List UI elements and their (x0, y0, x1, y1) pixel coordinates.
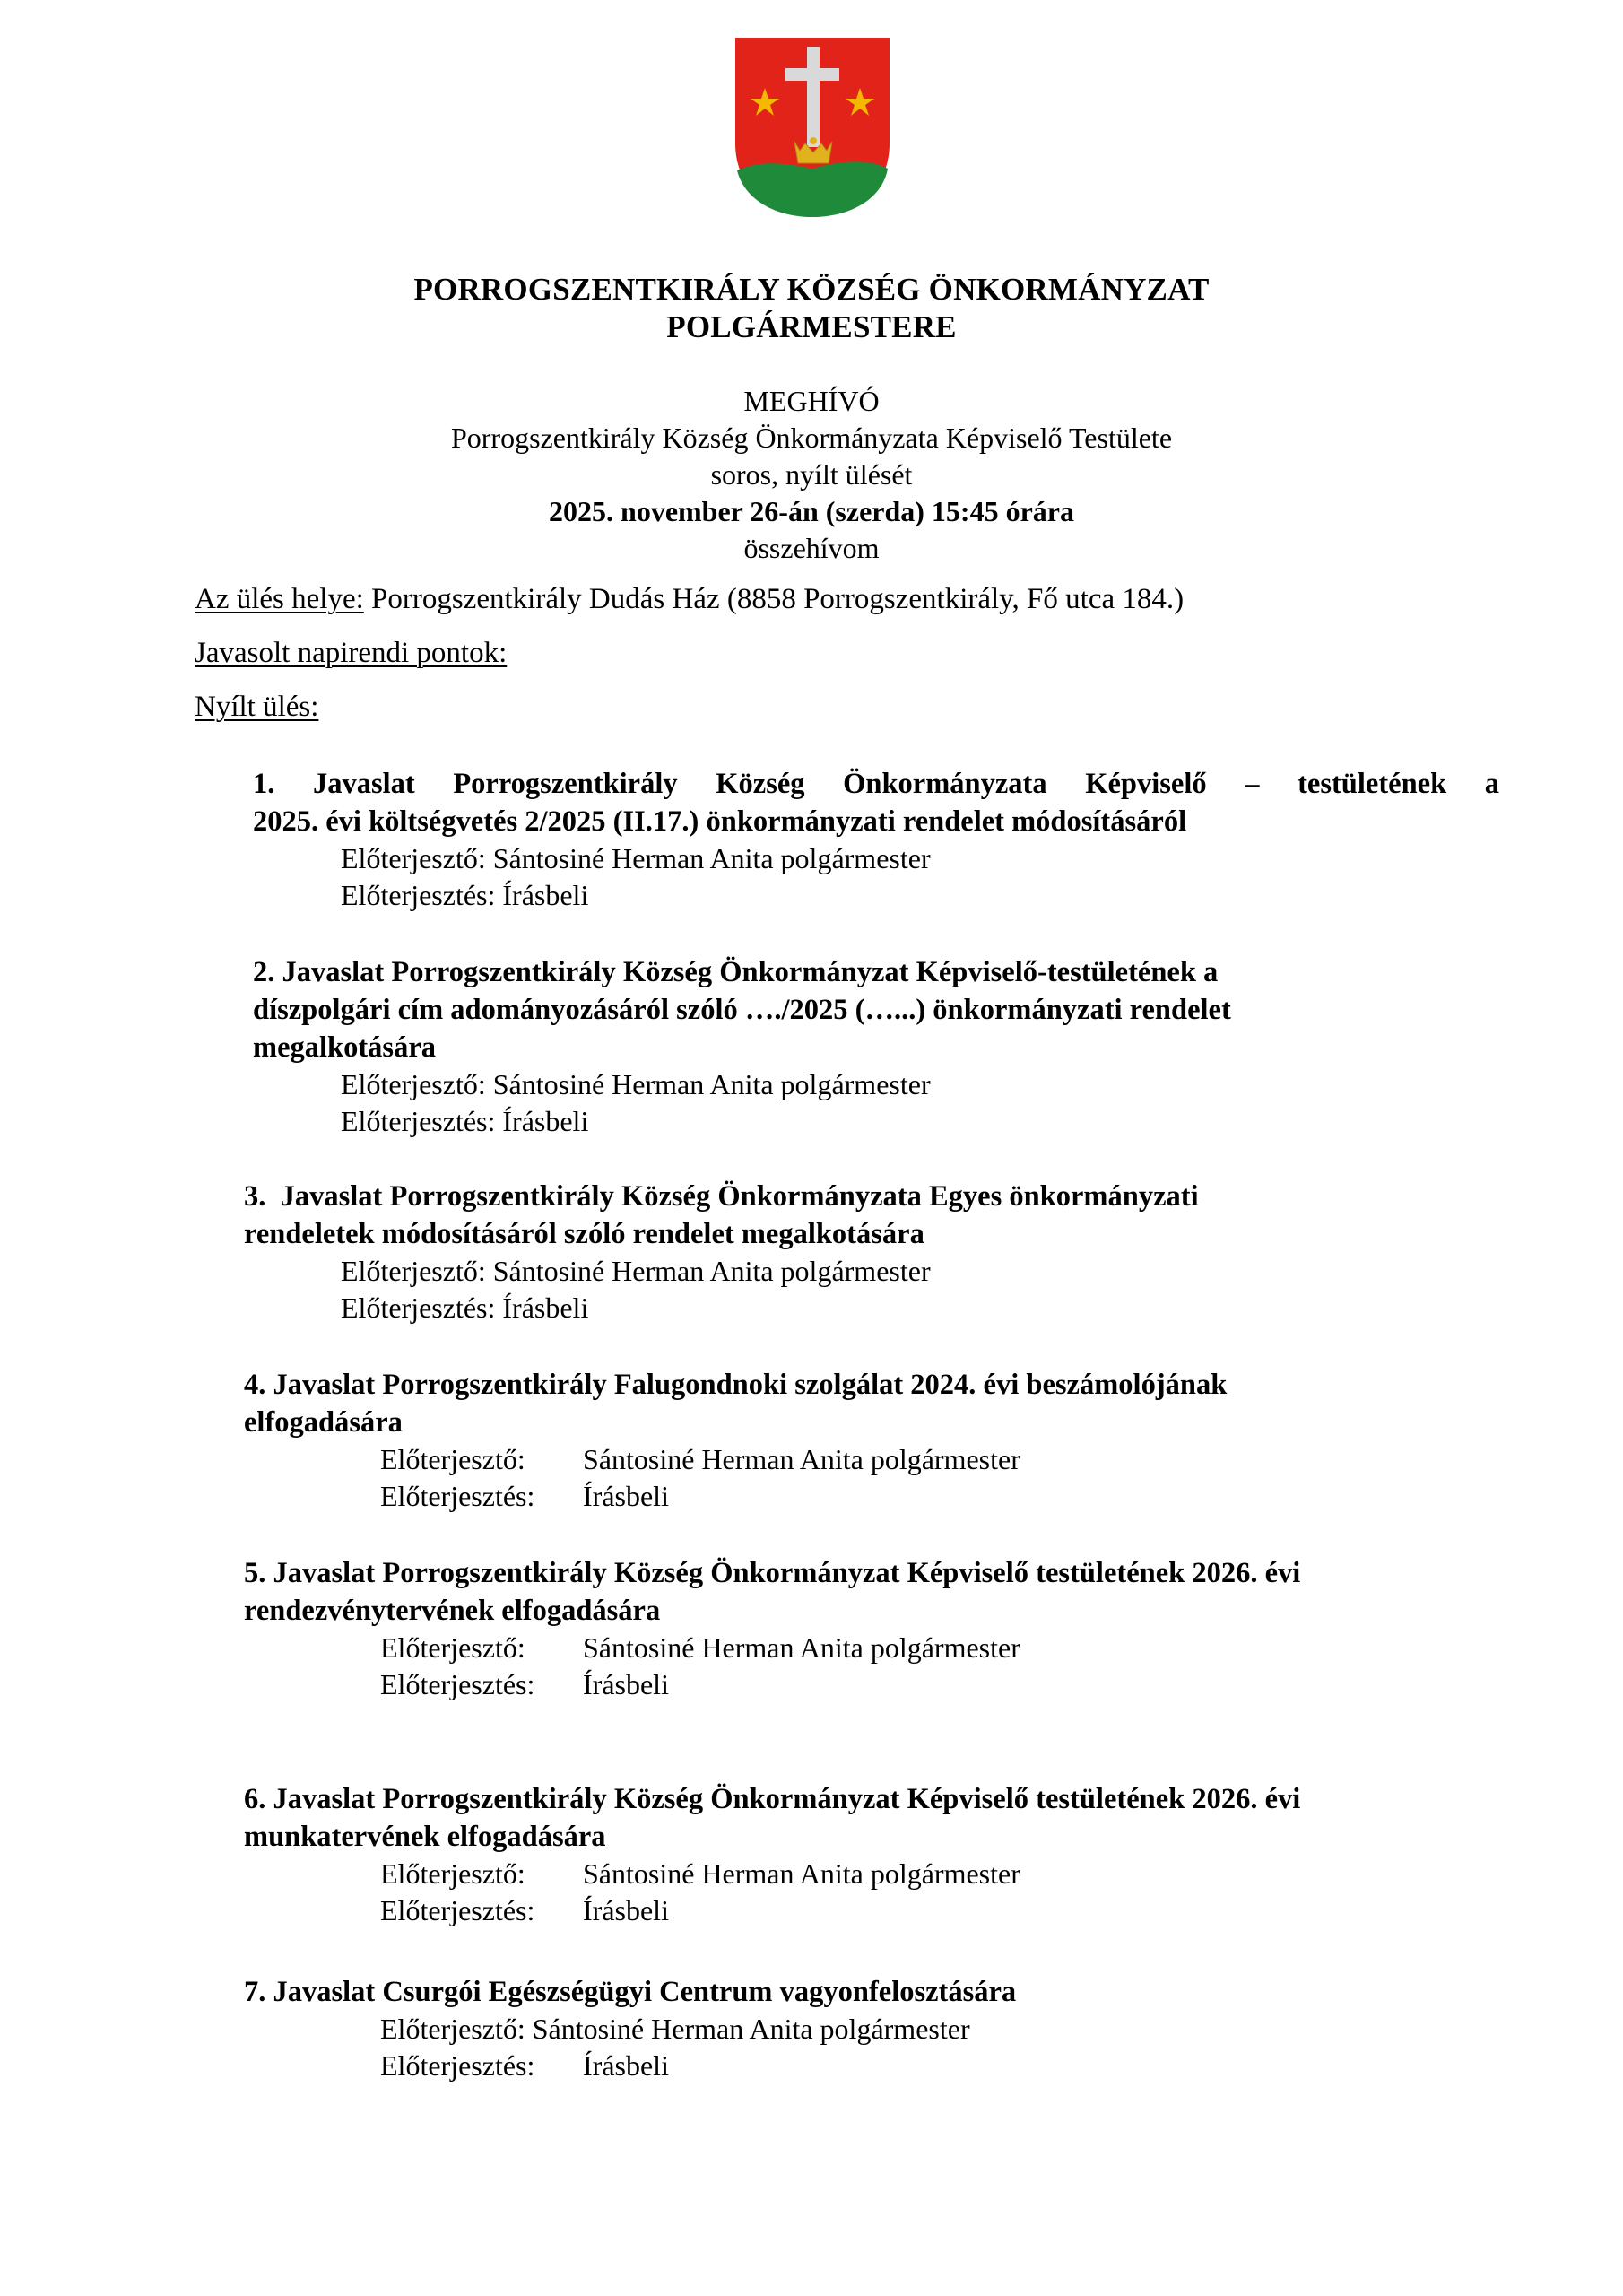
agenda-item-title-line: 6. Javaslat Porrogszentkirály Község Önkormányzat Képviselő testületének 2026. évi (244, 1783, 1301, 1815)
agenda-item-title-line: rendeletek módosításáról szóló rendelet megalkotására (244, 1218, 924, 1250)
presenter-label: Előterjesztő: (380, 1443, 525, 1475)
presenter-label: Előterjesztő: (341, 1068, 486, 1100)
presenter-name: Sántosiné Herman Anita polgármester (583, 1857, 1020, 1890)
agenda-item-title-line: 2025. évi költségvetés 2/2025 (II.17.) önkormányzati rendelet módosításáról (253, 805, 1187, 838)
agenda-item-title-line: munkatervének elfogadására (244, 1821, 606, 1853)
presenter-row (341, 1253, 1490, 1290)
presenter-row (380, 2011, 1490, 2048)
submission-row (380, 1666, 1490, 1703)
meeting-location (195, 581, 1184, 617)
agenda-item-title-line: 3. Javaslat Porrogszentkirály Község Önkormányzata Egyes önkormányzati (244, 1180, 1199, 1213)
submission-label: Előterjesztés: (341, 1292, 496, 1324)
session-heading (195, 689, 318, 725)
presenter-label: Előterjesztő: (380, 1631, 525, 1664)
document-title (0, 271, 1623, 346)
submission-type: Írásbeli (583, 1668, 669, 1700)
agenda-item-title-line: 5. Javaslat Porrogszentkirály Község Önkormányzat Képviselő testületének 2026. évi (244, 1557, 1301, 1589)
agenda-item-title-line: 7. Javaslat Csurgói Egészségügyi Centrum vagyonfelosztására (244, 1976, 1017, 2008)
submission-label: Előterjesztés: (380, 1480, 535, 1512)
presenter-name: Sántosiné Herman Anita polgármester (583, 1443, 1020, 1475)
agenda-item (253, 765, 1499, 914)
presenter-name: Sántosiné Herman Anita polgármester (583, 1631, 1020, 1664)
submission-row (380, 1478, 1490, 1515)
invitation-body-line-2: soros, nyílt ülését (710, 458, 913, 491)
invitation-closing: összehívom (743, 532, 880, 564)
agenda-item (253, 953, 1499, 1140)
submission-label: Előterjesztés: (380, 2049, 535, 2082)
submission-row (380, 1892, 1490, 1929)
submission-label: Előterjesztés: (341, 879, 496, 911)
submission-type: Írásbeli (583, 1480, 669, 1512)
submission-type: Írásbeli (502, 879, 589, 911)
meeting-datetime: 2025. november 26-án (szerda) 15:45 órára (549, 495, 1074, 527)
presenter-name: Sántosiné Herman Anita polgármester (492, 1068, 931, 1100)
agenda-item-title-line: 1. Javaslat Porrogszentkirály Község Önkormányzata Képviselő – testületének a (253, 768, 1499, 800)
submission-type: Írásbeli (583, 1894, 669, 1926)
agenda-item (244, 1554, 1490, 1703)
agenda-item-title-line: díszpolgári cím adományozásáról szóló …./2025 (…...) önkormányzati rendelet (253, 994, 1231, 1026)
agenda-item (244, 1973, 1490, 2084)
location-label: Az ülés helye: (195, 583, 364, 615)
agenda-item (244, 1366, 1490, 1515)
cross-vertical (807, 47, 820, 147)
presenter-name: Sántosiné Herman Anita polgármester (492, 842, 931, 874)
title-line-2: POLGÁRMESTERE (666, 309, 957, 344)
agenda-label: Javasolt napirendi pontok: (195, 637, 508, 669)
agenda-item-title-line: megalkotására (253, 1031, 436, 1064)
presenter-row (341, 1066, 1499, 1103)
agenda-item-title-line: 4. Javaslat Porrogszentkirály Falugondnoki szolgálat 2024. évi beszámolójának (244, 1369, 1228, 1401)
submission-type: Írásbeli (583, 2049, 669, 2082)
title-line-1: PORROGSZENTKIRÁLY KÖZSÉG ÖNKORMÁNYZAT (413, 272, 1210, 307)
presenter-row (380, 1856, 1490, 1892)
presenter-name: Sántosiné Herman Anita polgármester (532, 2013, 970, 2045)
agenda-item (244, 1780, 1490, 1929)
submission-label: Előterjesztés: (380, 1668, 535, 1700)
submission-label: Előterjesztés: (380, 1894, 535, 1926)
agenda-heading (195, 635, 507, 671)
submission-label: Előterjesztés: (341, 1105, 496, 1137)
invitation-body-line-1: Porrogszentkirály Község Önkormányzata Képviselő Testülete (450, 422, 1173, 454)
presenter-row (380, 1630, 1490, 1666)
invitation-heading: MEGHÍVÓ (743, 385, 880, 417)
submission-row (341, 1290, 1490, 1326)
submission-type: Írásbeli (502, 1105, 589, 1137)
agenda-item-title-line: elfogadására (244, 1406, 403, 1439)
agenda-item-title-line: rendezvénytervének elfogadására (244, 1595, 661, 1627)
invitation-block (0, 383, 1623, 567)
submission-row (341, 877, 1499, 914)
presenter-label: Előterjesztő: (380, 2013, 525, 2045)
presenter-name: Sántosiné Herman Anita polgármester (492, 1255, 931, 1287)
coat-of-arms-icon (733, 36, 891, 219)
session-label: Nyílt ülés: (195, 691, 319, 723)
crest-hill (737, 161, 888, 217)
presenter-label: Előterjesztő: (380, 1857, 525, 1890)
cross-horizontal (785, 68, 839, 81)
presenter-row (341, 840, 1499, 877)
submission-type: Írásbeli (502, 1292, 589, 1324)
location-value: Porrogszentkirály Dudás Ház (8858 Porrogszentkirály, Fő utca 184.) (363, 583, 1185, 615)
agenda-item-title-line: 2. Javaslat Porrogszentkirály Község Önkormányzat Képviselő-testületének a (253, 956, 1219, 988)
presenter-label: Előterjesztő: (341, 1255, 486, 1287)
submission-row (380, 2048, 1490, 2084)
presenter-label: Előterjesztő: (341, 842, 486, 874)
presenter-row (380, 1441, 1490, 1478)
submission-row (341, 1103, 1499, 1140)
agenda-item (244, 1178, 1490, 1326)
